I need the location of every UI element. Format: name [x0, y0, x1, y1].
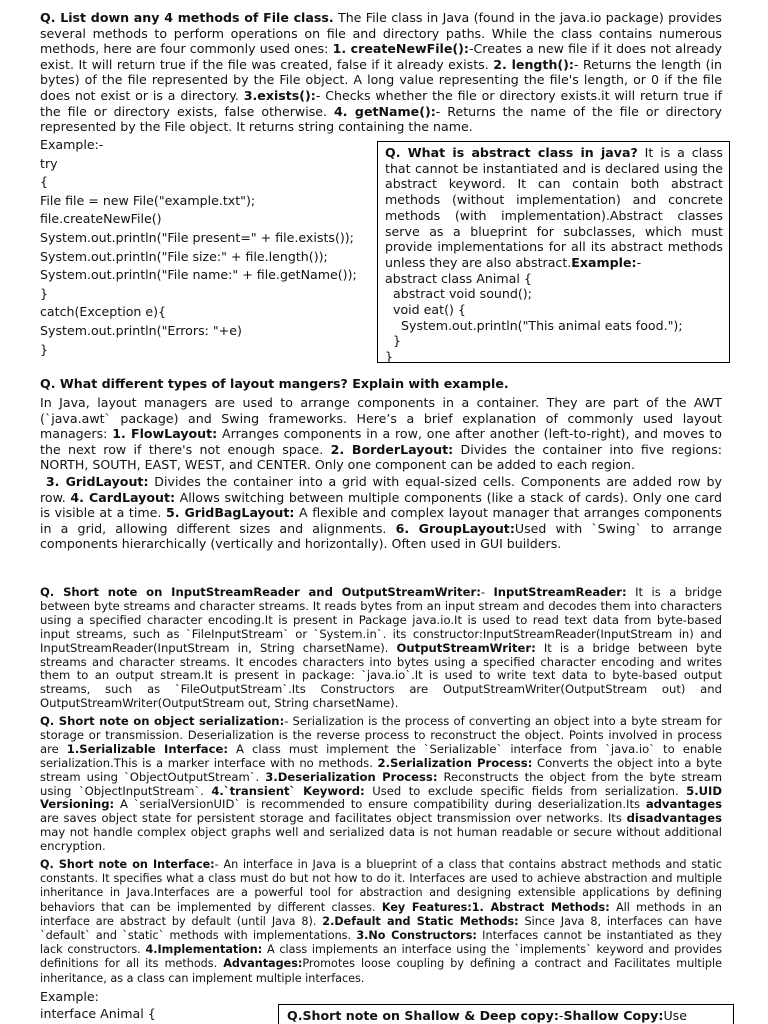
- code-line: abstract class Animal {: [385, 270, 532, 286]
- code-line: }: [40, 341, 49, 357]
- file-class-question: Q. List down any 4 methods of File class.: [40, 10, 334, 25]
- code-line: Example:: [40, 989, 99, 1004]
- code-line: {: [40, 174, 49, 190]
- abstract-class-box: [377, 141, 730, 363]
- streams-paragraph: Q. Short note on InputStreamReader and OutputStreamWriter:- InputStreamReader: It is a bridge between byte streams and character streams. It reads bytes from an input stream and decodes them into characters using a specified character encoding.It is present in Package java.io.It is used to read text data from byte-based input streams, such as `FileInputStream` or `System.in`. its constructor:InputStreamReader(InputStream in) and InputStreamReader(InputStream in, String charsetName). OutputStreamWriter: It is a bridge between byte streams and character streams. It encodes characters into bytes using a specified character encoding and writes them to an output stream.It is present in package: `java.io`.It is used to write text data to byte-based output streams, such as `FileOutputStream`.Its Constructors are OutputStreamWriter(OutputStream out) and OutputStreamWriter(OutputStream out, String charsetName).: [40, 585, 723, 711]
- code-line: }: [385, 333, 402, 349]
- shallow-deep-question: Q.Short note on Shallow & Deep copy:: [287, 1008, 559, 1023]
- code-line: System.out.println("File name:" + file.getName());: [40, 267, 357, 283]
- code-line: System.out.println("Errors: "+e): [40, 322, 242, 338]
- streams-question: Q. Short note on InputStreamReader and OutputStreamWriter:: [40, 585, 481, 599]
- code-line: file.createNewFile(): [40, 211, 162, 227]
- shallow-deep-copy-box: Q.Short note on Shallow & Deep copy:-Shallow Copy:Use: [278, 1004, 734, 1024]
- code-line: Example:-: [40, 137, 104, 152]
- layout-question: Q. What different types of layout mangers? Explain with example.: [40, 376, 509, 391]
- code-line: catch(Exception e){: [40, 304, 167, 320]
- code-line: interface Animal {: [40, 1006, 156, 1021]
- code-line: System.out.println("This animal eats food.");: [385, 317, 683, 333]
- interface-question: Q. Short note on Interface:: [40, 858, 215, 871]
- serialization-question: Q. Short note on object serialization:: [40, 714, 285, 728]
- layout-paragraph-1: In Java, layout managers are used to arrange components in a container. They are part of the AWT (`java.awt` package) and Swing frameworks. Here’s a brief explanation of commonly used layout managers: 1. FlowLayout: Arranges components in a row, one after another (left-to-right), and moves to the next row if there's not enough space. 2. BorderLayout: Divides the container into five regions: NORTH, SOUTH, EAST, WEST, and CENTER. Only one component can be added to each region.: [40, 395, 723, 473]
- code-line: }: [385, 349, 394, 365]
- code-line: }: [40, 285, 49, 301]
- code-line: abstract void sound();: [385, 286, 532, 302]
- code-line: System.out.println("File size:" + file.length());: [40, 248, 328, 264]
- serialization-paragraph: Q. Short note on object serialization:- Serialization is the process of converting an object into a byte stream for storage or transmission. Deserialization is the reverse process to reconstruct the object. Points involved in process are 1.Serializable Interface: A class must implement the `Serializable` interface from `java.io` to enable serialization.This is a marker interface with no methods. 2.Serialization Process: Converts the object into a byte stream using `ObjectOutputStream`. 3.Deserialization Process: Reconstructs the object from the byte stream using `ObjectInputStream`. 4.`transient` Keyword: Used to exclude specific fields from serialization. 5.UID Versioning: A `serialVersionUID` is recommended to ensure compatibility during deserialization.Its advantages are saves object state for persistent storage and facilitates object transmission over networks. Its disadvantages may not handle complex object graphs well and serialized data is not human readable or secure without additional encryption.: [40, 714, 722, 854]
- interface-example-code: [40, 988, 156, 1022]
- code-line: File file = new File("example.txt");: [40, 192, 256, 208]
- layout-paragraph-2: 3. GridLayout: Divides the container into a grid with equal-sized cells. Components are added row by row. 4. CardLayout: Allows switching between multiple components (like a stack of cards). Only one card is visible at a time. 5. GridBagLayout: A flexible and complex layout manager that arranges components in a grid, allowing different sizes and alignments. 6. GroupLayout:Used with `Swing` to arrange components hierarchically (vertically and horizontally). Often used in GUI builders.: [40, 474, 722, 552]
- code-line: try: [40, 155, 58, 171]
- interface-paragraph: Q. Short note on Interface:- An interface in Java is a blueprint of a class that contains abstract methods and static constants. It specifies what a class must do but not how to do it. Interfaces are used to achieve abstraction and multiple inheritance in Java.Interfaces are a powerful tool for abstraction and designing extensible applications by defining behaviors that can be implemented by different classes. Key Features:1. Abstract Methods: All methods in an interface are abstract by default (until Java 8). 2.Default and Static Methods: Since Java 8, interfaces can have `default` and `static` methods with implementations. 3.No Constructors: Interfaces cannot be instantiated as they lack constructors. 4.Implementation: A class implements an interface using the `implements` keyword and provides definitions for all its methods. Advantages:Promotes loose coupling by defining a contract and Facilitates multiple inheritance, as a class can implement multiple interfaces.: [40, 858, 722, 985]
- abstract-class-question: Q. What is abstract class in java?: [385, 145, 638, 160]
- code-line: System.out.println("File present=" + file.exists());: [40, 229, 354, 245]
- file-class-paragraph: Q. List down any 4 methods of File class. The File class in Java (found in the java.io package) provides several methods to perform operations on file and directory paths. While the class contains numerous methods, here are four commonly used ones: 1. createNewFile():-Creates a new file if it does not already exist. It will return true if the file was created, false if it already exists. 2. length():- Returns the length (in bytes) of the file represented by the File object. A long value representing the file's length, or 0 if the file does not exist or is a directory. 3.exists():- Checks whether the file or directory exists.it will return true if the file or directory exists, false otherwise. 4. getName():- Returns the name of the file or directory represented by the File object. It returns string containing the name.: [40, 10, 723, 135]
- code-line: void eat() {: [385, 302, 466, 318]
- file-example-code: [40, 136, 380, 359]
- abstract-class-text: Q. What is abstract class in java? It is a class that cannot be instantiated and is declared using the abstract keyword. It can contain both abstract methods (without implementation) and concrete methods (with implementation).Abstract classes serve as a blueprint for subclasses, which must provide implementations for all its abstract methods unless they are also abstract.Example:-: [385, 145, 723, 270]
